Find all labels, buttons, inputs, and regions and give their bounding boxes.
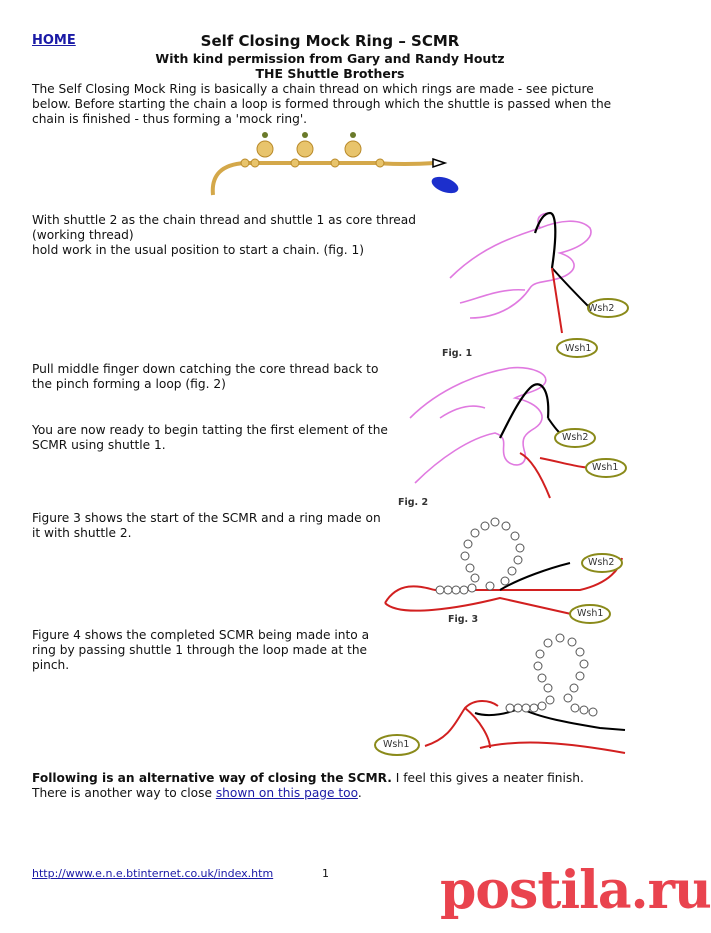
fig-3-caption: Fig. 3 [448,614,479,625]
fig-2-hand-diagram [400,358,630,508]
footer-url-link[interactable]: http://www.e.n.e.btinternet.co.uk/index.htm [32,867,274,880]
page-number: 1 [322,867,329,880]
step-5-text: Figure 4 shows the completed SCMR being made into a ring by passing shuttle 1 through the loop made at the pinch. [32,628,370,672]
alternative-line-2-end: . [357,786,362,800]
alternative-text: I feel this gives a neater finish. [391,771,584,785]
fig-1-caption: Fig. 1 [442,348,473,359]
home-link[interactable]: HOME [32,33,76,48]
intro-paragraph: The Self Closing Mock Ring is basically a chain thread on which rings are made - see picture below. Before starting the chain a loop is formed through which the shuttle is passed when the chain is finished - thus forming a 'mock ring'. [32,82,612,126]
alternative-paragraph [32,771,632,801]
step-1-line-b: hold work in the usual position to start a chain. (fig. 1) [32,243,364,257]
fig-2-label-wsh2: Wsh2 [562,432,589,443]
step-1-line-a: With shuttle 2 as the chain thread and shuttle 1 as core thread (working thread) [32,213,417,242]
fig-1-label-wsh1: Wsh1 [565,343,592,354]
mock-ring-photo [205,125,475,200]
step-1-text [32,213,432,258]
other-way-link[interactable]: shown on this page too [215,786,358,800]
fig-4-label-wsh1: Wsh1 [383,739,410,750]
step-4-text: Figure 3 shows the start of the SCMR and a ring made on it with shuttle 2. [32,511,381,540]
watermark: postila.ru [440,860,711,921]
fig-3-label-wsh2: Wsh2 [588,557,615,568]
subtitle-shuttle-brothers: THE Shuttle Brothers [255,66,405,81]
step-2-text: Pull middle finger down catching the core thread back to the pinch forming a loop (fig. 2) [32,362,379,391]
subtitle-permission: With kind permission from Gary and Randy Houtz [155,51,505,66]
fig-1-hand-diagram [440,208,630,368]
fig-1-label-wsh2: Wsh2 [588,303,615,314]
alternative-line-2: There is another way to close [32,786,216,800]
step-3-text: You are now ready to begin tatting the first element of the SCMR using shuttle 1. [32,423,388,452]
fig-3-label-wsh1: Wsh1 [577,608,604,619]
alternative-heading: Following is an alternative way of closing the SCMR. [32,771,392,785]
fig-2-label-wsh1: Wsh1 [592,462,619,473]
fig-2-caption: Fig. 2 [398,497,429,508]
page-title: Self Closing Mock Ring – SCMR [200,32,460,50]
